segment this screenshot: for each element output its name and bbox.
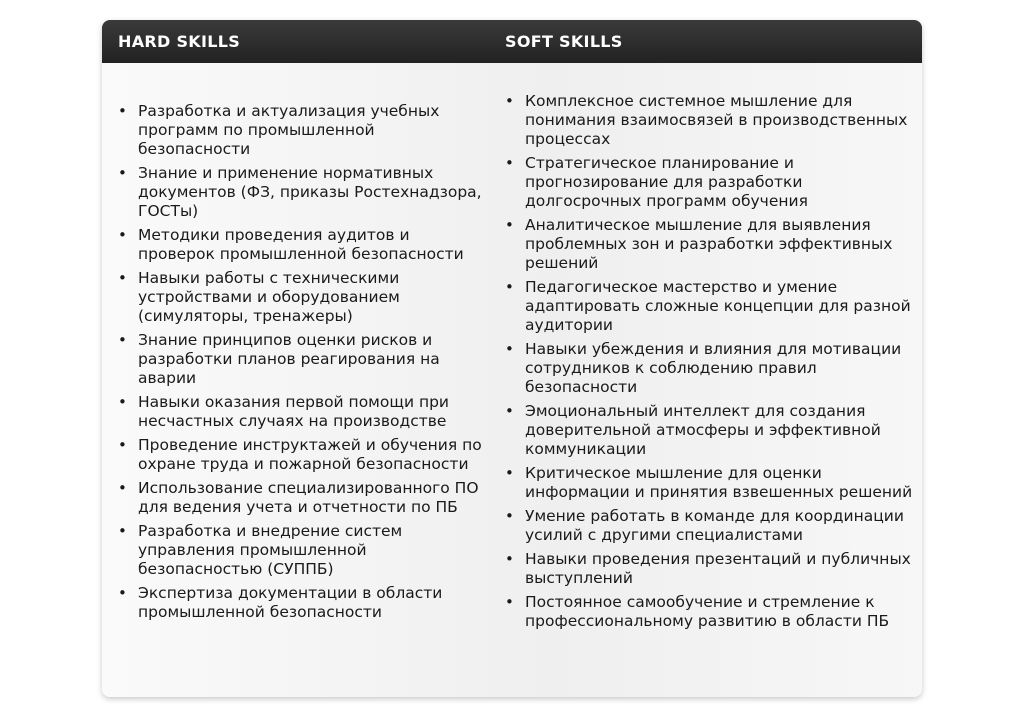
bullet-icon: • <box>505 278 514 296</box>
soft-skills-header: SOFT SKILLS <box>505 32 623 51</box>
bullet-icon: • <box>505 464 514 482</box>
soft-skill-text: Умение работать в команде для координации усилий с другими специалистами <box>525 507 904 544</box>
soft-skill-text: Стратегическое планирование и прогнозирование для разработки долгосрочных программ обучения <box>525 154 808 210</box>
soft-skill-text: Навыки убеждения и влияния для мотивации сотрудников к соблюдению правил безопасности <box>525 340 902 396</box>
bullet-icon: • <box>118 164 127 182</box>
list-item <box>505 464 915 502</box>
bullet-icon: • <box>118 269 127 287</box>
hard-skill-text: Знание принципов оценки рисков и разработки планов реагирования на аварии <box>138 331 440 387</box>
list-item <box>118 164 488 221</box>
hard-skill-text: Проведение инструктажей и обучения по охране труда и пожарной безопасности <box>138 436 482 473</box>
hard-skill-text: Разработка и актуализация учебных программ по промышленной безопасности <box>138 102 440 158</box>
hard-skill-text: Экспертиза документации в области промышленной безопасности <box>138 584 443 621</box>
bullet-icon: • <box>505 507 514 525</box>
bullet-icon: • <box>118 393 127 411</box>
list-item <box>118 584 488 622</box>
list-item <box>505 216 915 273</box>
hard-skill-text: Разработка и внедрение систем управления промышленной безопасностью (СУППБ) <box>138 522 403 578</box>
soft-skill-text: Педагогическое мастерство и умение адаптировать сложные концепции для разной аудитории <box>525 278 911 334</box>
bullet-icon: • <box>505 593 514 611</box>
table-header <box>102 20 922 63</box>
hard-skill-text: Использование специализированного ПО для ведения учета и отчетности по ПБ <box>138 479 479 516</box>
bullet-icon: • <box>118 226 127 244</box>
list-item <box>505 340 915 397</box>
soft-skill-text: Комплексное системное мышление для понимания взаимосвязей в производственных процессах <box>525 92 908 148</box>
bullet-icon: • <box>505 550 514 568</box>
list-item <box>118 436 488 474</box>
list-item <box>505 593 915 631</box>
list-item <box>118 226 488 264</box>
list-item <box>505 92 915 149</box>
list-item <box>505 507 915 545</box>
list-item <box>118 102 488 159</box>
bullet-icon: • <box>118 102 127 120</box>
list-item <box>118 269 488 326</box>
list-item <box>505 550 915 588</box>
bullet-icon: • <box>118 479 127 497</box>
list-item <box>118 393 488 431</box>
bullet-icon: • <box>118 584 127 602</box>
list-item <box>118 522 488 579</box>
list-item <box>505 278 915 335</box>
soft-skill-text: Эмоциональный интеллект для создания доверительной атмосферы и эффективной коммуникации <box>525 402 881 458</box>
list-item <box>505 402 915 459</box>
soft-skills-list <box>505 92 915 636</box>
bullet-icon: • <box>505 154 514 172</box>
bullet-icon: • <box>118 522 127 540</box>
hard-skill-text: Навыки работы с техническими устройствами и оборудованием (симуляторы, тренажеры) <box>138 269 400 325</box>
hard-skill-text: Навыки оказания первой помощи при несчастных случаях на производстве <box>138 393 449 430</box>
bullet-icon: • <box>505 340 514 358</box>
soft-skill-text: Аналитическое мышление для выявления проблемных зон и разработки эффективных решений <box>525 216 893 272</box>
hard-skills-header: HARD SKILLS <box>118 32 241 51</box>
soft-skill-text: Навыки проведения презентаций и публичных выступлений <box>525 550 911 587</box>
hard-skill-text: Методики проведения аудитов и проверок промышленной безопасности <box>138 226 464 263</box>
hard-skills-list <box>118 102 488 627</box>
skills-table <box>102 20 922 697</box>
bullet-icon: • <box>118 436 127 454</box>
soft-skill-text: Постоянное самообучение и стремление к профессиональному развитию в области ПБ <box>525 593 890 630</box>
bullet-icon: • <box>505 402 514 420</box>
bullet-icon: • <box>505 216 514 234</box>
list-item <box>118 331 488 388</box>
hard-skill-text: Знание и применение нормативных документов (ФЗ, приказы Ростехнадзора, ГОСТы) <box>138 164 482 220</box>
bullet-icon: • <box>118 331 127 349</box>
bullet-icon: • <box>505 92 514 110</box>
soft-skill-text: Критическое мышление для оценки информации и принятия взвешенных решений <box>525 464 913 501</box>
list-item <box>118 479 488 517</box>
list-item <box>505 154 915 211</box>
